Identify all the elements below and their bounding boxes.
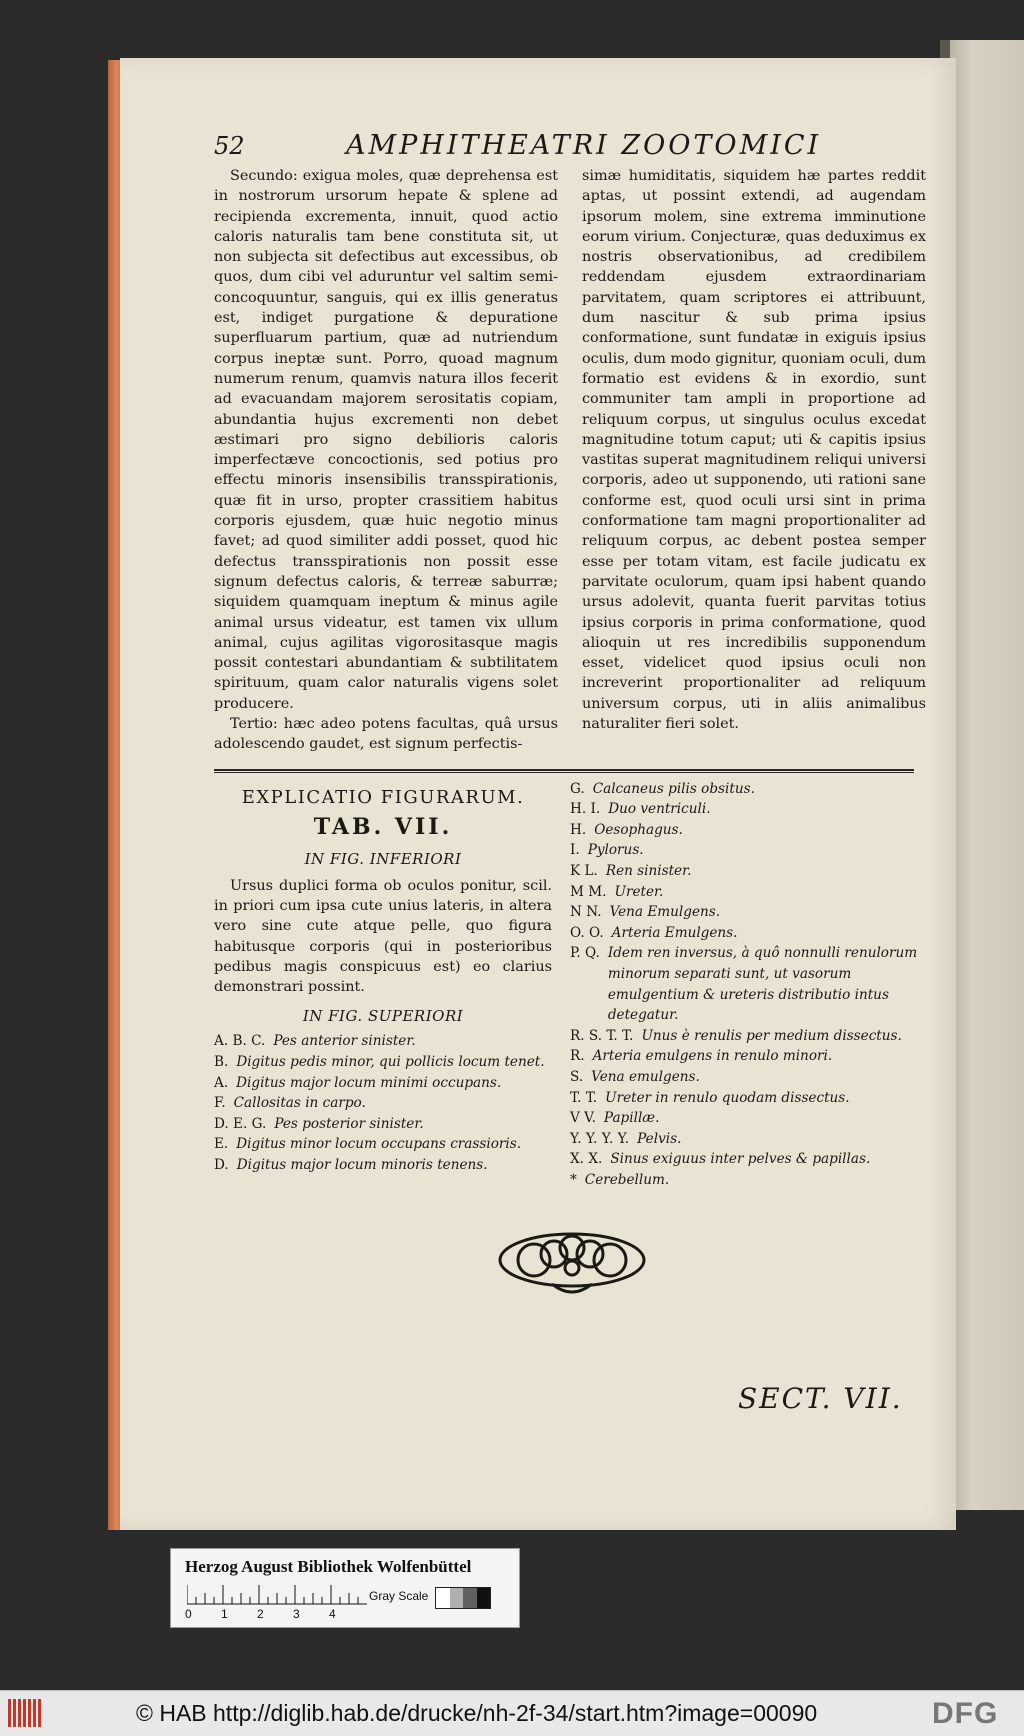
legend-description: Pylorus. <box>587 842 644 859</box>
legend-label: R. S. T. T. <box>570 1027 634 1044</box>
legend-item <box>214 1155 552 1176</box>
legend-description: Arteria Emulgens. <box>611 924 738 941</box>
legend-description: Calcaneus pilis obsitus. <box>592 780 755 797</box>
legend-item <box>214 1073 552 1094</box>
right-paragraph-1: simæ humiditatis, siquidem hæ partes reddit aptas, ut possint extendi, ad augendam ipsorum molem, sine extrema imminutione eorum virium. Conjecturæ, quas deduximus ex nostris observationibus, ad credibilem reddendam ejusdem extraordinariam parvitatem, quam scriptores ei attribuunt, dum nascitur & sub prima ipsius conformatione, sunt fundatæ in exiguis ipsius oculis, dum modo gignitur, quoniam oculi, dum formatio est evidens & in exordio, sunt communiter tam ampli in proportione ad reliquum corpus, ut singulus oculus excedat magnitudine totum caput; uti & capitis ipsius vastitas superat magnitudinem reliqui universi corporis, adeo ut supponendo, uti rationi sane conforme est, quod oculi ursi sint in prima conformatione tam magni proportionaliter ad reliquum corpus, ac debent postea semper esse per totam vitam, est facile judicatu ex parvitate oculorum, quam ipsi habent quando ursus adolevit, quanta fuerit parvitas totius ipsius corporis in prima conformatione, quod alioquin ut res incredibilis supponendum esset, videlicet quod ipsius oculi non increverint proportionaliter ad reliquum universum corpus, uti in aliis animalibus naturaliter fieri solet. <box>582 168 926 733</box>
legend-label: A. B. C. <box>214 1033 266 1050</box>
legend-label: K L. <box>570 862 598 879</box>
legend-description: Unus è renulis per medium dissectus. <box>641 1027 902 1044</box>
legend-item <box>214 1114 552 1135</box>
ruler-number: 4 <box>329 1607 336 1621</box>
legend-label: X. X. <box>570 1151 603 1168</box>
legend-item <box>570 820 926 841</box>
legend-description: Digitus minor locum occupans crassioris. <box>236 1136 522 1153</box>
legend-item <box>570 943 926 1025</box>
legend-label: N N. <box>570 904 602 921</box>
legend-item <box>570 1046 926 1067</box>
legend-description: Sinus exiguus inter pelves & papillas. <box>610 1151 871 1168</box>
legend-label: R. <box>570 1048 585 1065</box>
grayscale-label: Gray Scale <box>369 1589 429 1603</box>
legend-description: Vena emulgens. <box>591 1068 700 1085</box>
legend-item <box>570 799 926 820</box>
legend-description: Vena Emulgens. <box>609 904 721 921</box>
explicatio-right <box>570 779 926 1191</box>
legend-label: G. <box>570 780 585 797</box>
legend-label: F. <box>214 1095 226 1112</box>
legend-description: Arteria emulgens in renulo minori. <box>592 1048 833 1065</box>
legend-label: M M. <box>570 883 607 900</box>
explicatio-left <box>214 779 552 1191</box>
legend-item <box>570 779 926 800</box>
legend-description: Digitus major locum minimi occupans. <box>236 1074 502 1091</box>
tab-title: TAB. VII. <box>313 813 453 840</box>
legend-description: Duo ventriculi. <box>608 801 711 818</box>
legend-item <box>570 923 926 944</box>
legend-description: Cerebellum. <box>584 1171 670 1188</box>
legend-item <box>570 1088 926 1109</box>
body-columns <box>214 166 926 755</box>
legend-description: Ureter. <box>614 883 664 900</box>
legend-label: Y. Y. Y. Y. <box>570 1130 630 1147</box>
legend-description: Ureter in renulo quodam dissectus. <box>605 1089 850 1106</box>
ruler-number: 2 <box>257 1607 264 1621</box>
inferior-text: Ursus duplici forma ob oculos ponitur, scil. in priori cum ipsa cute unius lateris, in altera vero sine cute atque pelle, quo figura habitusque corporis (qui in posterioribus pedibus magis conspicuus est) eo clarius demonstrari possint. <box>214 877 552 996</box>
legend-item <box>570 1067 926 1088</box>
grayscale-swatch <box>435 1587 491 1609</box>
printer-ornament <box>494 1224 650 1302</box>
footer-bar <box>0 1690 1024 1736</box>
legend-description: Callositas in carpo. <box>233 1095 366 1112</box>
legend-description: Pes posterior sinister. <box>274 1115 424 1132</box>
legend-item <box>214 1093 552 1114</box>
legend-description: Idem ren inversus, à quô nonnulli renulorum minorum separati sunt, ut vasorum emulgentium & ureteris distributio intus detegatur. <box>607 945 918 1024</box>
legend-label: S. <box>570 1068 584 1085</box>
legend-item <box>570 861 926 882</box>
legend-item <box>570 1149 926 1170</box>
running-head-title: AMPHITHEATRI ZOOTOMICI <box>346 130 822 161</box>
dfg-logo: DFG <box>932 1697 999 1730</box>
legend-label: * <box>570 1171 577 1188</box>
superior-heading: IN FIG. SUPERIORI <box>302 1007 464 1026</box>
legend-item <box>570 840 926 861</box>
legend-item <box>570 902 926 923</box>
ruler-number: 0 <box>185 1607 192 1621</box>
legend-description: Digitus major locum minoris tenens. <box>236 1156 488 1173</box>
catchword: SECT. VII. <box>738 1382 903 1415</box>
footer-citation: © HAB http://diglib.hab.de/drucke/nh-2f-34/start.htm?image=00090 <box>136 1700 818 1726</box>
running-head <box>214 132 926 164</box>
scale-ruler-icon <box>187 1585 367 1605</box>
ruler-number: 3 <box>293 1607 300 1621</box>
legend-label: T. T. <box>570 1089 598 1106</box>
legend-label: H. I. <box>570 801 601 818</box>
legend-description: Pelvis. <box>637 1130 682 1147</box>
right-legend <box>570 779 926 1191</box>
legend-item <box>214 1134 552 1155</box>
legend-label: D. <box>214 1156 229 1173</box>
library-name: Herzog August Bibliothek Wolfenbüttel <box>185 1557 472 1576</box>
legend-label: P. Q. <box>570 945 600 962</box>
legend-item <box>570 1026 926 1047</box>
legend-item <box>570 882 926 903</box>
legend-item <box>570 1170 926 1191</box>
legend-item <box>214 1052 552 1073</box>
page-content <box>214 132 926 1190</box>
legend-description: Papillæ. <box>603 1110 660 1127</box>
legend-label: I. <box>570 842 580 859</box>
left-paragraph-2: Tertio: hæc adeo potens facultas, quâ ursus adolescendo gaudet, est signum perfectis- <box>214 716 558 753</box>
facing-page-edge <box>950 40 1024 1510</box>
library-card <box>170 1548 520 1628</box>
explicatio-section <box>214 779 926 1191</box>
legend-description: Ren sinister. <box>605 862 692 879</box>
left-paragraph-1: Secundo: exigua moles, quæ deprehensa est in nostrorum ursorum hepate & splene ad recipienda excrementa, innuit, quod actio caloris naturalis tam bene constituta sit, ut non subjecta sit defectibus aut excessibus, ob quos, dum cibi vel aduruntur vel saltim semi-concoquuntur, sanguis, qui ex illis generatus est, indiget purgatione & depuratione superfluarum partium, quæ ad nutriendum corpus ineptæ sunt. Porro, quoad magnum numerum renum, quamvis natura illos fecerit ad evacuandam majorem serositatis copiam, abundantia hujus excrementi non debet æstimari pro signo debilioris caloris imperfectæve concoctionis, sed potius pro effectu minoris insensibilis transspirationis, quæ fit in urso, propter crassitiem habitus corporis ejusdem, quæ huic negotio minus favet; ad quod similiter addi posset, quod hic defectus transspirationis non possit esse signum defectus caloris, & terreæ saburræ; siquidem quamquam ineptum & minus agile animal ursus videatur, est tamen vix ullum animal, cujus agilitas vigorositasque magis possit contestari abundantiam & subtilitatem spirituum, quam calor naturalis vigens solet producere. <box>214 168 558 712</box>
legend-label: E. <box>214 1136 229 1153</box>
left-column <box>214 166 558 755</box>
legend-item <box>570 1129 926 1150</box>
page-number: 52 <box>214 132 245 160</box>
legend-description: Oesophagus. <box>594 821 683 838</box>
explicatio-title: EXPLICATIO FIGURARUM. <box>241 786 525 808</box>
legend-label: H. <box>570 821 587 838</box>
legend-label: D. E. G. <box>214 1115 267 1132</box>
legend-item <box>214 1031 552 1052</box>
legend-label: A. <box>214 1074 229 1091</box>
legend-label: V V. <box>570 1110 596 1127</box>
section-divider <box>214 769 914 773</box>
inferior-heading: IN FIG. INFERIORI <box>304 849 462 868</box>
legend-label: O. O. <box>570 924 604 941</box>
legend-description: Digitus pedis minor, qui pollicis locum tenet. <box>236 1053 545 1070</box>
legend-description: Pes anterior sinister. <box>273 1033 416 1050</box>
right-column <box>582 166 926 755</box>
legend-item <box>570 1108 926 1129</box>
ruler-number: 1 <box>221 1607 228 1621</box>
legend-label: B. <box>214 1053 229 1070</box>
barcode-icon <box>8 1699 46 1727</box>
superior-legend <box>214 1031 552 1175</box>
